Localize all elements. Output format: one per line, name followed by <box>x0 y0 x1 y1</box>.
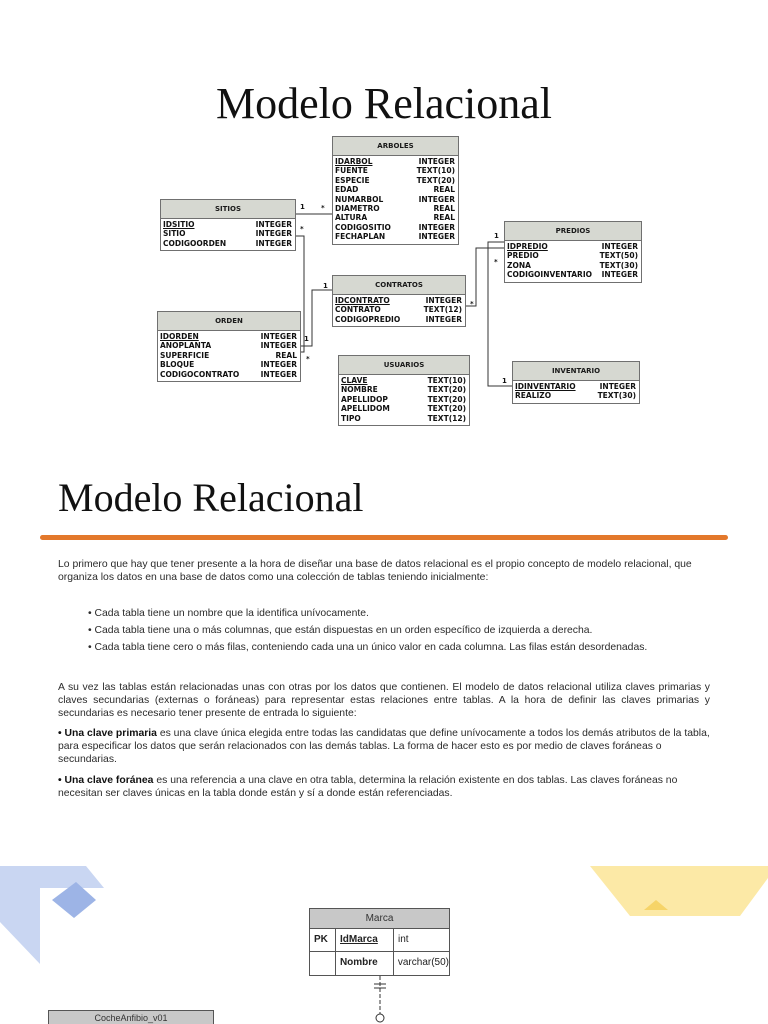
field-type: REAL <box>433 185 455 195</box>
field-name: CODIGOINVENTARIO <box>507 270 592 280</box>
field-type: INTEGER <box>601 242 638 251</box>
table-row <box>160 341 297 350</box>
table-row <box>507 242 638 251</box>
field-name: SITIO <box>163 229 186 239</box>
field-name: CLAVE <box>341 376 368 385</box>
table-row <box>310 952 449 975</box>
table-orden <box>157 311 301 382</box>
bullet-item: • Cada tabla tiene un nombre que la identifica unívocamente. <box>88 608 369 619</box>
table-row <box>335 232 455 241</box>
table-fields <box>333 156 458 244</box>
field-name: IDPREDIO <box>507 242 548 251</box>
table-row <box>335 195 455 204</box>
field-type: TEXT(30) <box>597 391 636 401</box>
table-row <box>335 157 455 166</box>
table-usuarios <box>338 355 470 426</box>
primary-key-text: es una clave única elegida entre todas las candidatas que define unívocamente a todos los demás atributos de la tabla, para especificar los datos que serán relacionados con las demás tablas. La forma de hacer esto es por medio de claves foráneas o secundarias. <box>58 728 710 765</box>
card-many: * <box>494 258 498 266</box>
field-type: INTEGER <box>255 229 292 239</box>
intro-paragraph: Lo primero que hay que tener presente a la hora de diseñar una base de datos relacional es el propio concepto de modelo relacional, que organiza los datos en una base de datos como una colección de tablas teniendo inicialmente: <box>58 559 692 583</box>
field-name: CONTRATO <box>335 305 381 315</box>
table-row <box>341 376 466 385</box>
field-type: INTEGER <box>260 341 297 351</box>
table-title: PREDIOS <box>505 222 641 241</box>
primary-key-term: • Una clave primaria <box>58 728 157 739</box>
field-type: INTEGER <box>418 222 455 232</box>
foreign-key-paragraph <box>58 774 712 800</box>
card-one: 1 <box>502 377 507 385</box>
field-name: FECHAPLAN <box>335 232 386 242</box>
table-row <box>163 220 292 229</box>
field-name: IdMarca <box>336 929 394 951</box>
bullet-item: • Cada tabla tiene cero o más filas, conteniendo cada una un único valor en cada columna. Las filas están desordenadas. <box>88 642 648 653</box>
table-fields <box>158 331 300 381</box>
field-type: TEXT(20) <box>427 404 466 414</box>
field-type: INTEGER <box>425 296 462 305</box>
field-name: IDINVENTARIO <box>515 382 576 391</box>
field-type: REAL <box>433 213 455 223</box>
foreign-key-text: es una referencia a una clave en otra tabla, determina la relación existente en dos tablas. Las claves foráneas no necesitan ser claves únicas en la tabla donde están y sí a donde están referenciadas. <box>58 775 678 799</box>
pk-label: PK <box>310 929 336 951</box>
table-row <box>341 385 466 394</box>
slide2-title: Modelo Relacional <box>58 475 364 520</box>
card-many: * <box>306 355 310 363</box>
table-coche-anfibio: CocheAnfibio_v01 <box>48 1010 214 1024</box>
table-title: ORDEN <box>158 312 300 331</box>
table-row <box>507 251 638 260</box>
card-one: 1 <box>304 335 309 343</box>
bullet-item: • Cada tabla tiene una o más columnas, que están dispuestas en un orden específico de izquierda a derecha. <box>88 625 593 636</box>
field-type: INTEGER <box>599 382 636 391</box>
field-name: IDSITIO <box>163 220 195 229</box>
pk-label <box>310 952 336 975</box>
card-many: * <box>300 225 304 233</box>
field-name: BLOQUE <box>160 360 195 370</box>
table-title: INVENTARIO <box>513 362 639 381</box>
field-type: REAL <box>433 204 455 214</box>
blue-corner-shape <box>0 860 110 970</box>
field-type: TEXT(12) <box>423 305 462 315</box>
field-name: TIPO <box>341 413 361 423</box>
table-title: SITIOS <box>161 200 295 219</box>
table-predios <box>504 221 642 283</box>
field-type: TEXT(20) <box>427 385 466 395</box>
table-row <box>515 382 636 391</box>
field-type: TEXT(10) <box>427 376 466 385</box>
field-name: PREDIO <box>507 251 539 261</box>
table-marca <box>309 908 450 976</box>
field-name: CODIGOPREDIO <box>335 314 401 324</box>
table-row <box>507 261 638 270</box>
table-row <box>310 929 449 952</box>
table-row <box>335 213 455 222</box>
table-row <box>163 229 292 238</box>
table-sitios <box>160 199 296 251</box>
table-row <box>341 395 466 404</box>
field-type: REAL <box>275 350 297 360</box>
table-title: CONTRATOS <box>333 276 465 295</box>
relationship-connector <box>368 976 392 1024</box>
table-arboles <box>332 136 459 245</box>
table-row <box>335 166 455 175</box>
table-row <box>160 351 297 360</box>
table-fields <box>161 219 295 250</box>
table-fields <box>513 381 639 403</box>
yellow-corner-shape <box>590 864 768 924</box>
field-name: ESPECIE <box>335 175 370 185</box>
slide1-title: Modelo Relacional <box>215 79 552 128</box>
field-name: EDAD <box>335 185 359 195</box>
field-type: INTEGER <box>418 157 455 166</box>
field-type: INTEGER <box>255 220 292 229</box>
table-row <box>160 332 297 341</box>
field-name: Nombre <box>336 952 394 975</box>
table-row <box>335 296 462 305</box>
field-name: APELLIDOP <box>341 394 388 404</box>
field-type: varchar(50) <box>397 957 449 968</box>
table-row <box>163 239 292 248</box>
table-inventario <box>512 361 640 404</box>
card-one: 1 <box>494 232 499 240</box>
field-name: DIAMETRO <box>335 204 380 214</box>
field-name: ANOPLANTA <box>160 341 212 351</box>
table-row <box>341 414 466 423</box>
field-type: INTEGER <box>255 238 292 248</box>
table-row <box>160 370 297 379</box>
table-row <box>335 223 455 232</box>
field-name: IDORDEN <box>160 332 199 341</box>
field-name: IDARBOL <box>335 157 373 166</box>
table-row <box>507 270 638 279</box>
field-name: FUENTE <box>335 166 368 176</box>
table-fields <box>339 375 469 425</box>
table-row <box>335 176 455 185</box>
table-contratos <box>332 275 466 327</box>
table-row <box>160 360 297 369</box>
table-row <box>335 305 462 314</box>
field-type: TEXT(12) <box>427 413 466 423</box>
table-row <box>335 315 462 324</box>
foreign-key-term: • Una clave foránea <box>58 775 154 786</box>
card-one: 1 <box>323 282 328 290</box>
card-many: * <box>321 204 325 212</box>
table-row <box>515 391 636 400</box>
field-type: TEXT(20) <box>427 394 466 404</box>
field-type: INTEGER <box>260 360 297 370</box>
field-type: INTEGER <box>260 332 297 341</box>
primary-key-paragraph <box>58 727 712 766</box>
table-title: USUARIOS <box>339 356 469 375</box>
field-name: CODIGOORDEN <box>163 238 227 248</box>
line-contratos-predios <box>466 248 504 306</box>
field-type: TEXT(20) <box>416 175 455 185</box>
field-type: TEXT(30) <box>599 260 638 270</box>
field-type: INTEGER <box>601 270 638 280</box>
field-type: TEXT(50) <box>599 251 638 261</box>
field-type: INTEGER <box>425 314 462 324</box>
card-one: 1 <box>300 203 305 211</box>
field-type: INTEGER <box>260 369 297 379</box>
table-title: ARBOLES <box>333 137 458 156</box>
field-name: SUPERFICIE <box>160 350 210 360</box>
orange-divider <box>40 535 728 540</box>
table-fields <box>333 295 465 326</box>
table-row <box>335 204 455 213</box>
field-name: ALTURA <box>335 213 368 223</box>
field-name: NOMBRE <box>341 385 378 395</box>
table-row <box>335 185 455 194</box>
marca-title: Marca <box>310 909 449 929</box>
field-name: ZONA <box>507 260 531 270</box>
field-name: CODIGOCONTRATO <box>160 369 240 379</box>
table-row <box>341 404 466 413</box>
card-many: * <box>470 300 474 308</box>
relations-paragraph: A su vez las tablas están relacionadas unas con otras por los datos que contienen. El modelo de datos relacional utiliza claves primarias y claves secundarias (externas o foráneas) para representar estas relaciones entre tablas. A la hora de definir las claves primarias y secundarias es necesario tener presente de entrada lo siguiente: <box>58 682 710 719</box>
table-fields <box>505 241 641 282</box>
field-name: CODIGOSITIO <box>335 222 391 232</box>
field-type: INTEGER <box>418 194 455 204</box>
field-type: int <box>398 934 409 945</box>
field-name: APELLIDOM <box>341 404 390 414</box>
field-name: IDCONTRATO <box>335 296 390 305</box>
field-name: NUMARBOL <box>335 194 384 204</box>
field-type: TEXT(10) <box>416 166 455 176</box>
field-name: REALIZO <box>515 391 552 401</box>
field-type: INTEGER <box>418 232 455 242</box>
